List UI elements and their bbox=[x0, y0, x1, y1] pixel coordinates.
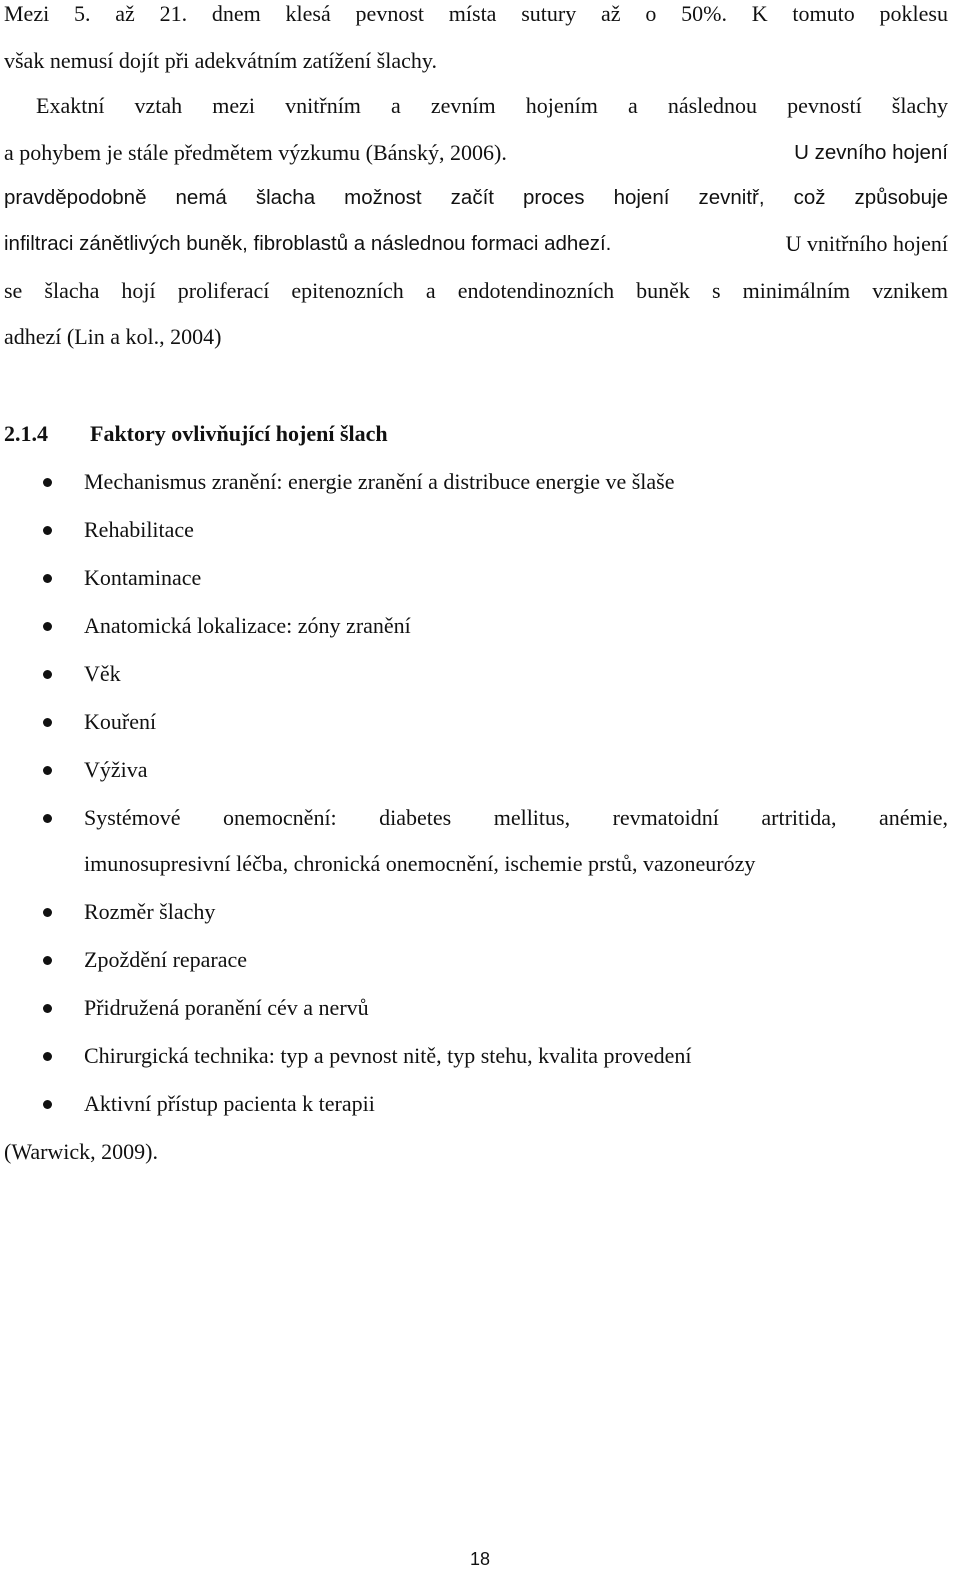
list-item-text: Aktivní přístup pacienta k terapii bbox=[84, 1091, 375, 1116]
paragraph1-line-2: však nemusí dojít při adekvátním zatížení šlachy. bbox=[4, 48, 437, 73]
paragraph2-line-4 bbox=[4, 230, 948, 258]
list-item-text: Rozměr šlachy bbox=[84, 899, 216, 924]
list-item-text: Rehabilitace bbox=[84, 517, 194, 542]
bullet-icon bbox=[43, 718, 52, 727]
paragraph2-line-2 bbox=[4, 139, 948, 167]
bullet-icon bbox=[43, 766, 52, 775]
list-item-text: Kouření bbox=[84, 709, 157, 734]
list-item-text: Anatomická lokalizace: zóny zranění bbox=[84, 613, 411, 638]
bullet-icon bbox=[43, 814, 52, 823]
bullet-icon bbox=[43, 478, 52, 487]
list-item-text: Mechanismus zranění: energie zranění a distribuce energie ve šlaše bbox=[84, 469, 675, 494]
paragraph2-line-4-text: infiltraci zánětlivých buněk, fibroblastů a následnou formaci adhezí. bbox=[4, 232, 612, 255]
paragraph2-line-6: adhezí (Lin a kol., 2004) bbox=[4, 324, 222, 349]
bullet-icon bbox=[43, 1004, 52, 1013]
paragraph2-line-3: pravděpodobně nemá šlacha možnost začít proces hojení zevnitř, což způsobuje bbox=[4, 186, 948, 209]
bullet-icon bbox=[43, 670, 52, 679]
bullet-icon bbox=[43, 526, 52, 535]
bullet-icon bbox=[43, 1052, 52, 1061]
paragraph2-line-1: Exaktní vztah mezi vnitřním a zevním hojením a následnou pevností šlachy bbox=[36, 93, 948, 118]
list-item-text: Systémové onemocnění: diabetes mellitus, revmatoidní artritida, anémie, bbox=[84, 805, 948, 830]
list-item-continuation: imunosupresivní léčba, chronická onemocnění, ischemie prstů, vazoneurózy bbox=[84, 851, 756, 876]
paragraph2-line-2-text: a pohybem je stále předmětem výzkumu (Bánský, 2006). bbox=[4, 140, 507, 165]
list-item-text: Výživa bbox=[84, 757, 148, 782]
list-item-text: Zpoždění reparace bbox=[84, 947, 248, 972]
bullet-icon bbox=[43, 956, 52, 965]
paragraph2-line-2-tail: U zevního hojení bbox=[794, 141, 948, 164]
section-title: Faktory ovlivňující hojení šlach bbox=[90, 421, 388, 446]
bullet-icon bbox=[43, 908, 52, 917]
list-item-text: Chirurgická technika: typ a pevnost nitě, typ stehu, kvalita provedení bbox=[84, 1043, 692, 1068]
paragraph2-line-5: se šlacha hojí proliferací epitenozních a endotendinozních buněk s minimálním vznikem bbox=[4, 278, 948, 303]
citation: (Warwick, 2009). bbox=[4, 1139, 159, 1164]
bullet-icon bbox=[43, 1100, 52, 1109]
bullet-icon bbox=[43, 574, 52, 583]
section-heading bbox=[4, 420, 388, 448]
section-number: 2.1.4 bbox=[4, 421, 48, 446]
page-number: 18 bbox=[469, 1549, 491, 1569]
bullet-icon bbox=[43, 622, 52, 631]
paragraph2-line-4-tail: U vnitřního hojení bbox=[785, 231, 948, 256]
list-item-text: Kontaminace bbox=[84, 565, 202, 590]
paragraph1-line-1: Mezi 5. až 21. dnem klesá pevnost místa sutury až o 50%. K tomuto poklesu bbox=[4, 1, 948, 26]
list-item-text: Věk bbox=[84, 661, 121, 686]
list-item-text: Přidružená poranění cév a nervů bbox=[84, 995, 369, 1020]
